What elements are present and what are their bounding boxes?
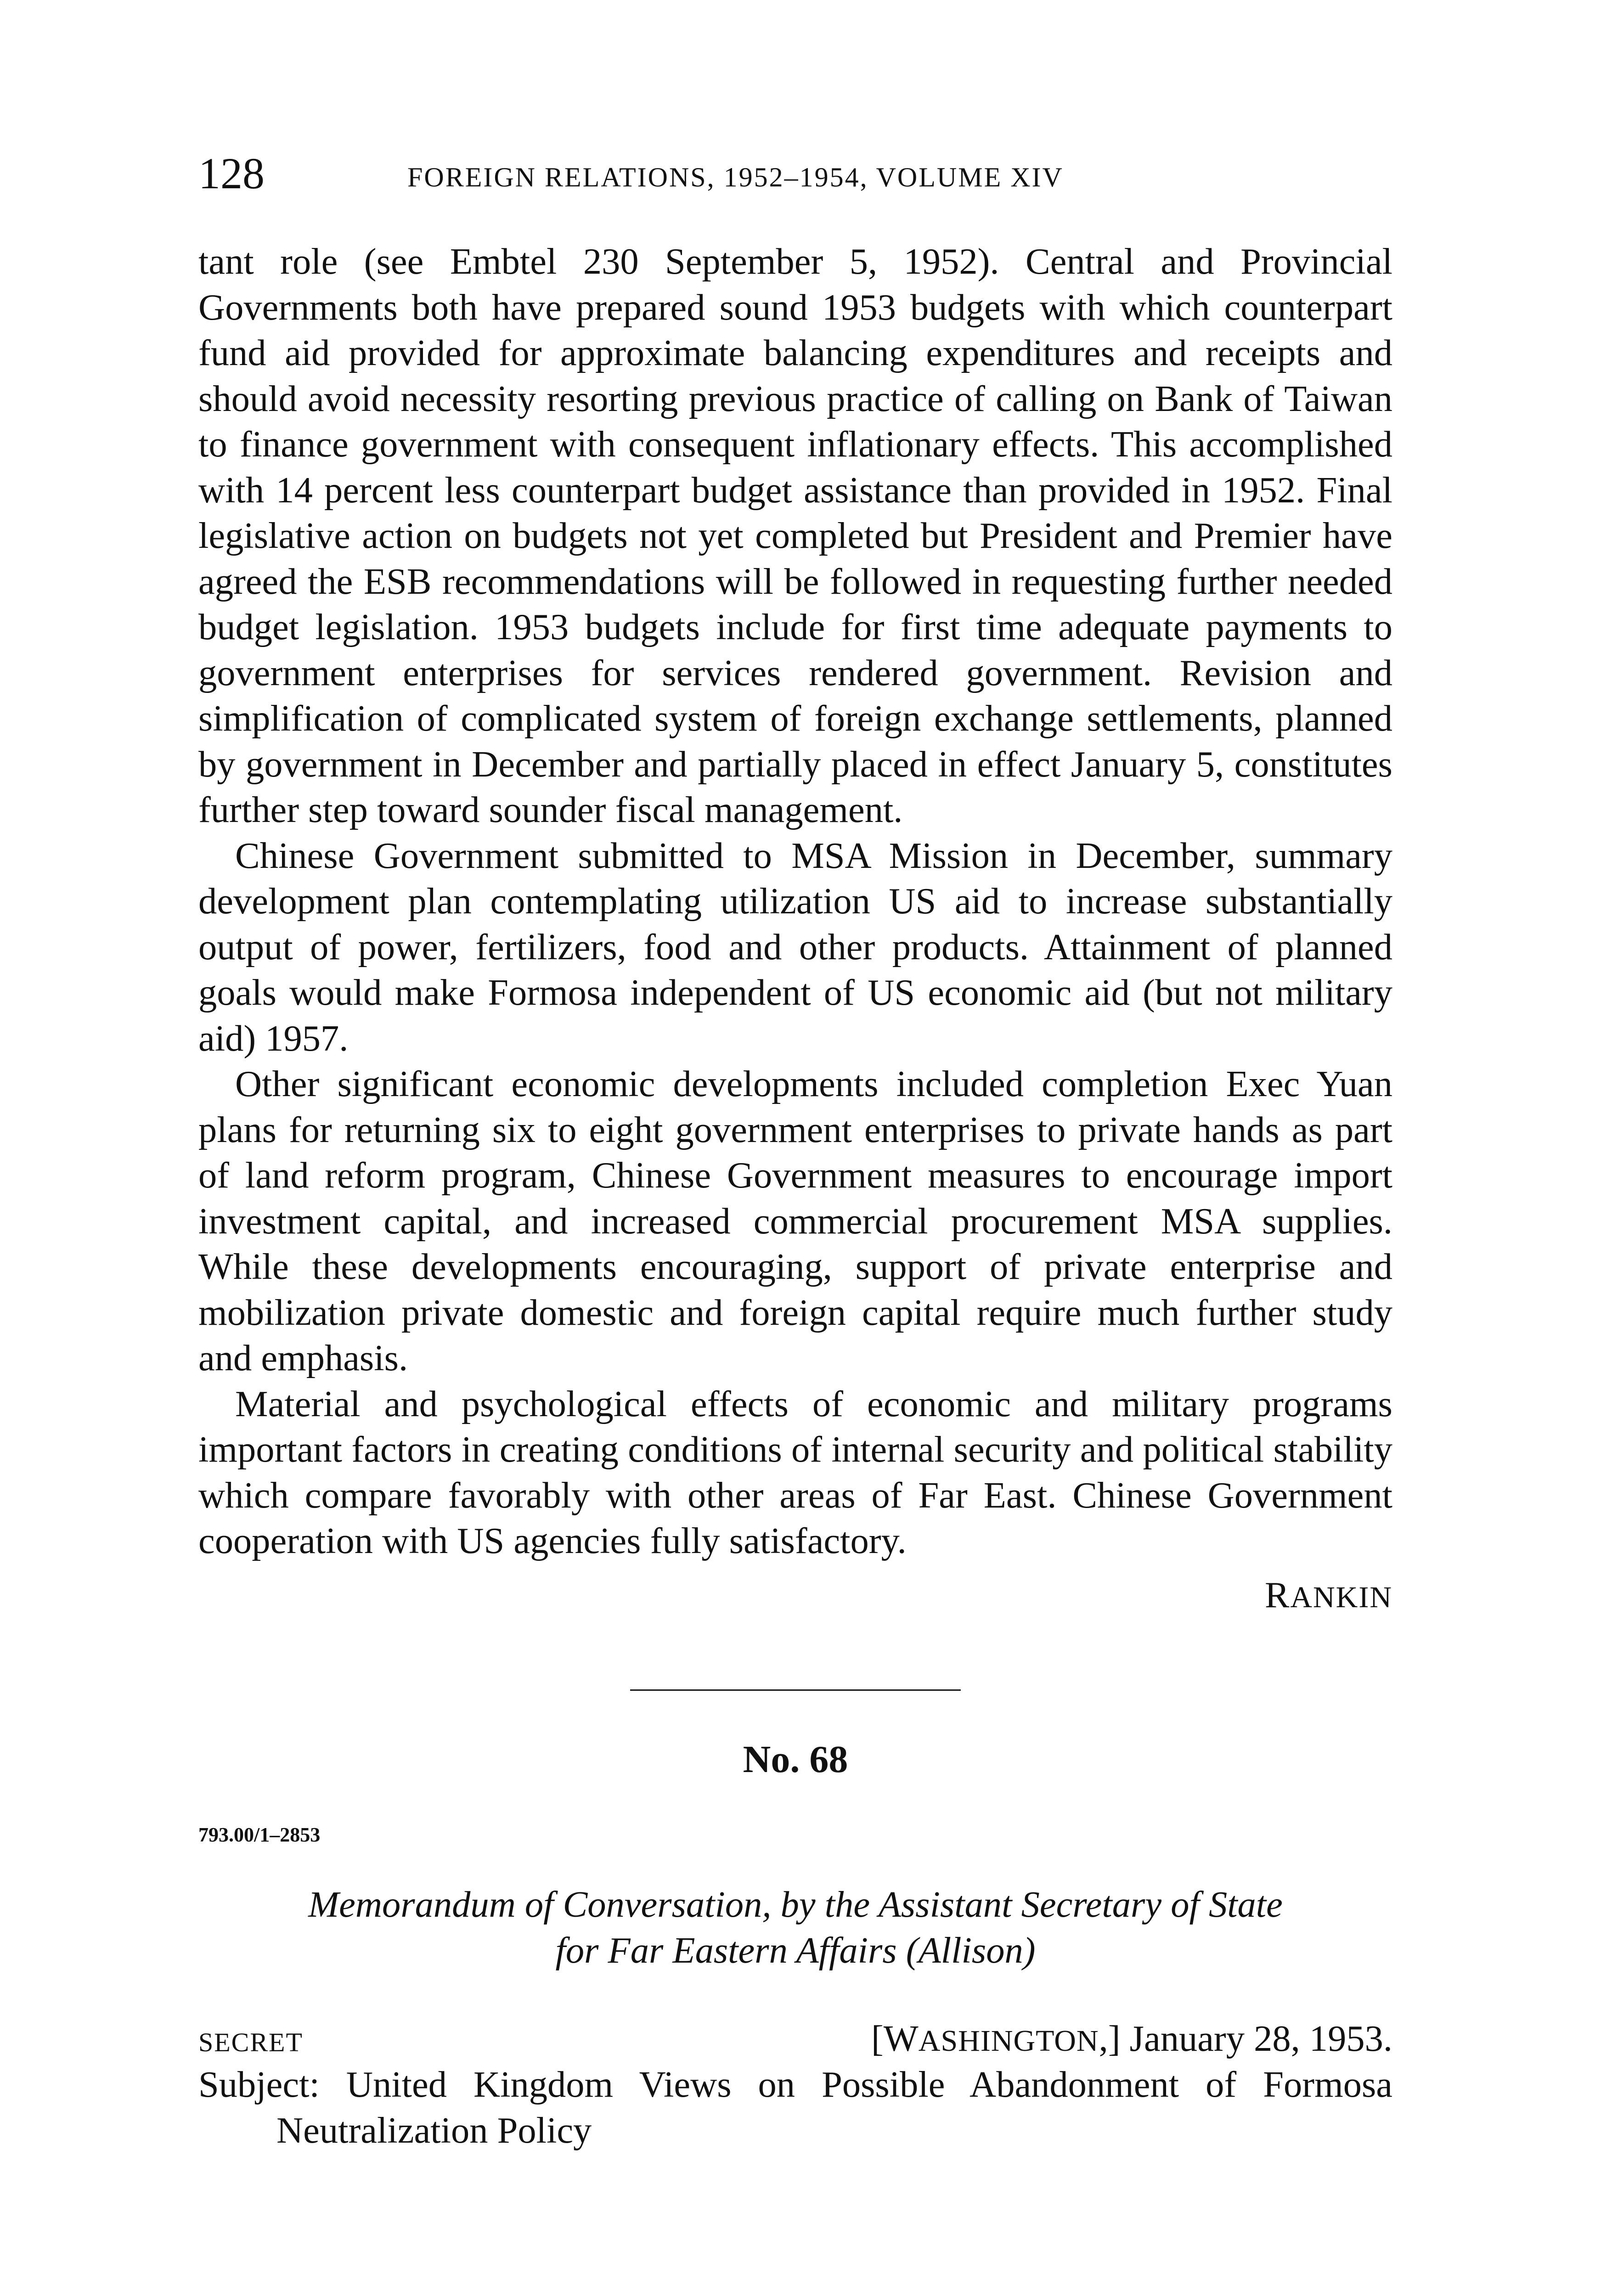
- paragraph-3: Other significant economic developments included completion Exec Yuan plans for returning six to eight government enterprises to private hands as part of land reform program, Chinese Government measures to encourage import investment capital, and increased commercial procurement MSA supplies. While these developments encouraging, support of private enterprise and mobilization private domestic and foreign capital require much further study and emphasis.: [198, 1064, 1392, 1379]
- paragraph-2: Chinese Government submitted to MSA Mission in December, summary development plan contemplating utilization US aid to increase substantially output of power, fertilizers, food and other products. Attainment of planned goals would make Formosa independent of US economic aid (but not military aid) 1957.: [198, 835, 1392, 1059]
- dateline-place-initial: W: [883, 2018, 919, 2059]
- signature-rest: ANKIN: [1290, 1580, 1392, 1614]
- memo-title-line-1: Memorandum of Conversation, by the Assistant Secretary of State: [308, 1884, 1283, 1925]
- document-number: No. 68: [743, 1738, 848, 1781]
- document-page: [198, 149, 1392, 2154]
- memo-title: [198, 1882, 1392, 1974]
- paragraph-1: tant role (see Embtel 230 September 5, 1952). Central and Provincial Governments both have prepared sound 1953 budgets with which counterpart fund aid provided for approximate balancing expenditures and receipts and should avoid necessity resorting previous practice of calling on Bank of Taiwan to finance government with consequent inflationary effects. This accomplished with 14 percent less counterpart budget assistance than provided in 1952. Final legislative action on budgets not yet completed but President and Premier have agreed the ESB recommendations will be followed in requesting further needed budget legislation. 1953 budgets include for first time adequate payments to government enterprises for services rendered government. Revision and simplification of complicated system of foreign exchange settlements, planned by government in December and partially placed in effect January 5, constitutes further step toward sounder fiscal management.: [198, 241, 1392, 830]
- dateline-open: [: [871, 2018, 884, 2059]
- classification: SECRET: [198, 2027, 303, 2057]
- dateline-place-rest: ASHINGTON: [918, 2024, 1099, 2058]
- classification-line: [198, 2016, 1392, 2062]
- paragraph-4: Material and psychological effects of economic and military programs important factors in creating conditions of internal security and political stability which compare favorably with other areas of Far East. Chinese Government cooperation with US agencies fully satisfactory.: [198, 1383, 1392, 1561]
- page-number: 128: [198, 149, 265, 198]
- dateline-date: January 28, 1953.: [1120, 2018, 1392, 2059]
- running-title: FOREIGN RELATIONS, 1952–1954, VOLUME XIV: [407, 162, 1064, 192]
- signature: [198, 1572, 1392, 1621]
- running-head: [198, 149, 1392, 220]
- section-divider: [630, 1689, 961, 1691]
- memo-title-line-2: for Far Eastern Affairs (Allison): [555, 1930, 1036, 1971]
- file-reference: 793.00/1–2853: [198, 1823, 321, 1846]
- subject-line: Subject: United Kingdom Views on Possible Abandonment of Formosa Neutralization Policy: [198, 2064, 1392, 2151]
- dateline-close: ,]: [1099, 2018, 1121, 2059]
- body-text: [198, 239, 1392, 1564]
- signature-initial: R: [1265, 1575, 1291, 1615]
- dateline: [871, 2016, 1392, 2064]
